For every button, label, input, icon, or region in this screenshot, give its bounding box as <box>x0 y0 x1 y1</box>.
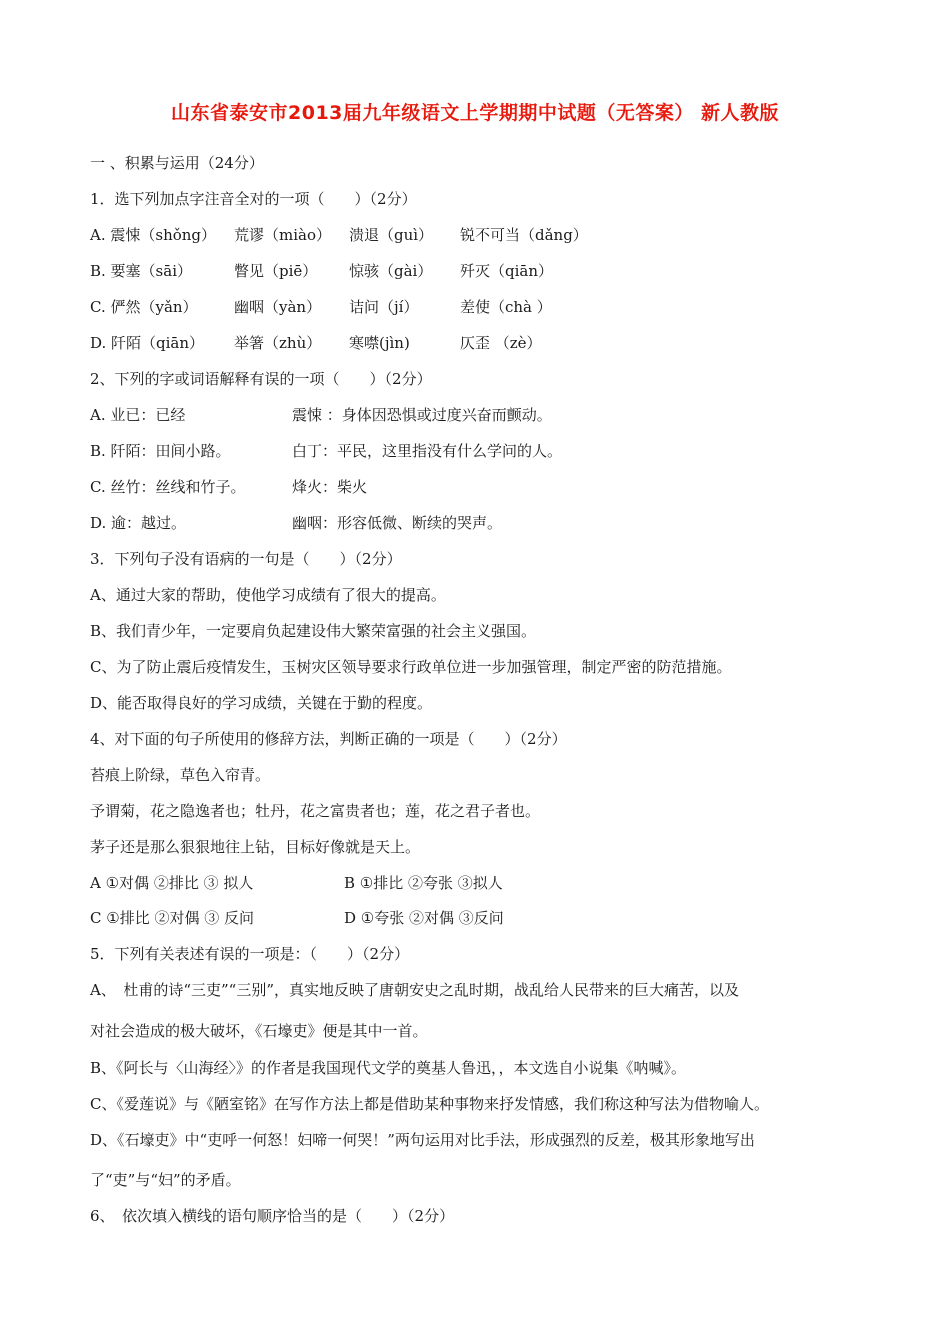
option-cell: B ①排比 ②夸张 ③拟人 <box>344 874 503 892</box>
question-3-option-a: A、通过大家的帮助，使他学习成绩有了很大的提高。 <box>90 586 446 604</box>
option-cell: 诘问（jí） <box>349 298 419 316</box>
question-5-option-b: B、《阿长与〈山海经〉》的作者是我国现代文学的奠基人鲁迅，，本文选自小说集《呐喊》。 <box>90 1059 687 1077</box>
question-5-option-a-line-2: 对社会造成的极大破坏，《石壕吏》便是其中一首。 <box>90 1022 428 1040</box>
question-3-option-d: D、能否取得良好的学习成绩，关键在于勤的程度。 <box>90 694 433 712</box>
option-cell: 举箸（zhù） <box>234 334 322 352</box>
option-cell: 白丁：平民，这里指没有什么学问的人。 <box>292 442 563 460</box>
section-heading: 一 、积累与运用（24分） <box>90 154 264 172</box>
question-4-sentence-1: 苔痕上阶绿，草色入帘青。 <box>90 766 271 784</box>
question-5-option-d-line-1: D、《石壕吏》中“吏呼一何怒！妇啼一何哭！”两句运用对比手法，形成强烈的反差，极其形象地写出 <box>90 1131 755 1149</box>
option-cell: 烽火：柴火 <box>292 478 368 496</box>
option-cell: 溃退（guì） <box>349 226 434 244</box>
option-cell: D. 逾：越过。 <box>90 514 187 532</box>
question-3-stem: 3．下列句子没有语病的一句是（ ）（2分） <box>90 550 402 568</box>
question-4-sentence-2: 予谓菊，花之隐逸者也；牡丹，花之富贵者也；莲，花之君子者也。 <box>90 802 541 820</box>
option-cell: C. 俨然（yǎn） <box>90 298 198 316</box>
question-5-stem: 5．下列有关表述有误的一项是：（ ）（2分） <box>90 945 410 963</box>
option-cell: 寒噤(jìn) <box>349 334 410 352</box>
option-cell: B. 要塞（sāi） <box>90 262 192 280</box>
option-cell: C ①排比 ②对偶 ③ 反问 <box>90 909 254 927</box>
option-cell: 瞥见（piē） <box>234 262 318 280</box>
question-4-sentence-3: 茅子还是那么狠狠地往上钻，目标好像就是天上。 <box>90 838 421 856</box>
option-cell: 差使（chà ） <box>460 298 552 316</box>
question-3-option-c: C、为了防止震后疫情发生，玉树灾区领导要求行政单位进一步加强管理，制定严密的防范措施。 <box>90 658 732 676</box>
option-cell: 锐不可当（dǎng） <box>460 226 588 244</box>
option-cell: 惊骇（gài） <box>349 262 433 280</box>
option-cell: C. 丝竹：丝线和竹子。 <box>90 478 246 496</box>
option-cell: D. 阡陌（qiān） <box>90 334 205 352</box>
option-cell: 幽咽：形容低微、断续的哭声。 <box>292 514 503 532</box>
option-cell: 震悚 ：身体因恐惧或过度兴奋而颤动。 <box>292 406 552 424</box>
question-6-stem: 6、 依次填入横线的语句顺序恰当的是（ ）（2分） <box>90 1207 455 1225</box>
page-title: 山东省泰安市2013届九年级语文上学期期中试题（无答案） 新人教版 <box>171 102 779 124</box>
question-2-stem: 2、下列的字或词语解释有误的一项（ ）（2分） <box>90 370 432 388</box>
option-cell: 歼灭（qiān） <box>460 262 554 280</box>
option-cell: 幽咽（yàn） <box>234 298 322 316</box>
option-cell: A. 震悚（shǒng） <box>90 226 217 244</box>
option-cell: A ①对偶 ②排比 ③ 拟人 <box>90 874 254 892</box>
question-5-option-d-line-2: 了“吏”与“妇”的矛盾。 <box>90 1171 241 1189</box>
question-3-option-b: B、我们青少年，一定要肩负起建设伟大繁荣富强的社会主义强国。 <box>90 622 537 640</box>
option-cell: 荒谬（miào） <box>234 226 331 244</box>
question-4-stem: 4、对下面的句子所使用的修辞方法，判断正确的一项是（ ）（2分） <box>90 730 567 748</box>
question-5-option-a-line-1: A、 杜甫的诗“三吏”“三别”，真实地反映了唐朝安史之乱时期，战乱给人民带来的巨大痛苦，以及 <box>90 981 740 999</box>
question-5-option-c: C、《爱莲说》与《陋室铭》在写作方法上都是借助某种事物来抒发情感，我们称这种写法为借物喻人。 <box>90 1095 769 1113</box>
option-cell: 仄歪 （zè） <box>460 334 542 352</box>
question-1-stem: 1．选下列加点字注音全对的一项（ ）（2分） <box>90 190 417 208</box>
option-cell: D ①夸张 ②对偶 ③反问 <box>344 909 504 927</box>
option-cell: A. 业已：已经 <box>90 406 186 424</box>
option-cell: B. 阡陌：田间小路。 <box>90 442 231 460</box>
